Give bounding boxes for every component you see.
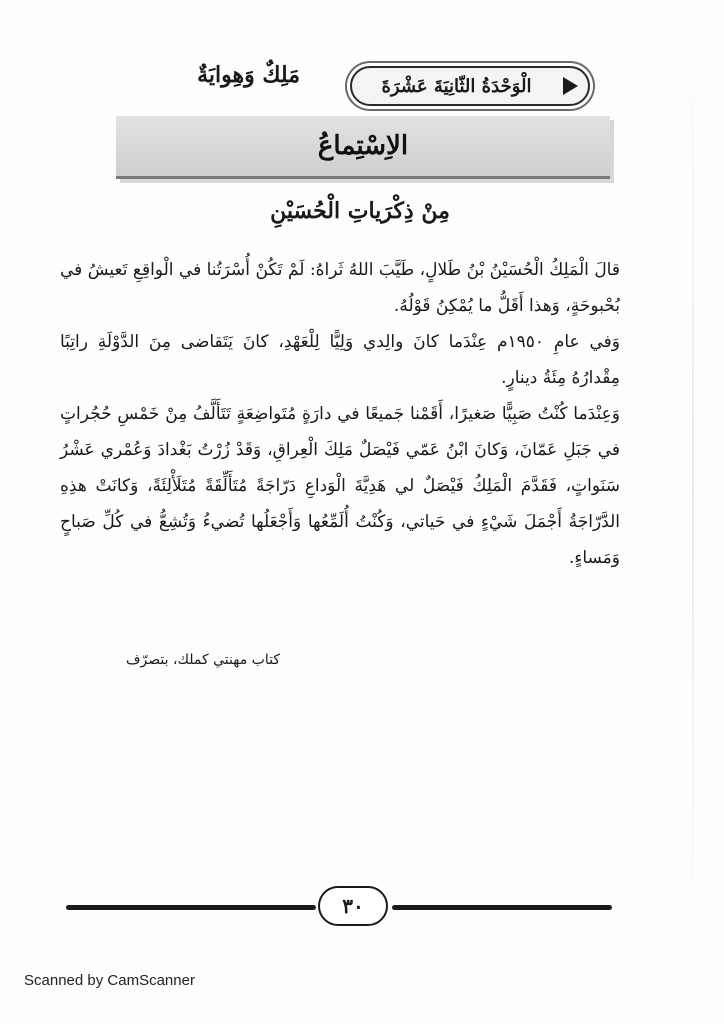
scanner-watermark: Scanned by CamScanner: [24, 972, 195, 989]
page-edge-shadow: [692, 40, 694, 940]
section-title: الاِسْتِماعُ: [317, 131, 409, 161]
theme-title: مَلِكٌ وَهِوايَةٌ: [197, 62, 300, 88]
story-title: مِنْ ذِكْرَياتِ الْحُسَيْنِ: [270, 198, 450, 224]
page-number: ٣٠: [318, 886, 388, 926]
section-banner: [116, 116, 610, 179]
footer-rule-right: [392, 905, 612, 910]
unit-badge: [350, 66, 590, 106]
source-citation: كتاب مهنتي كملك، بتصرّف: [126, 652, 280, 668]
footer-rule-left: [66, 905, 316, 910]
paragraph: قالَ الْمَلِكُ الْحُسَيْنُ بْنُ طَلالٍ، طَيَّبَ اللهُ ثَراهُ: لَمْ تَكُنْ أُسْرَتُنا في الْواقِعِ تَعيشُ في بُحْبوحَةٍ، وَهذا أَقَلُّ ما يُمْكِنُ قَوْلُهُ.: [60, 260, 620, 316]
paragraph: وَفي عامِ ١٩٥٠م عِنْدَما كانَ والِدي وَلِيًّا لِلْعَهْدِ، كانَ يَتَقاضى مِنَ الدَّوْلَةِ راتِبًا مِقْدارُهُ مِئَةُ دينارٍ.: [60, 332, 621, 388]
unit-label: الْوَحْدَةُ الثّانِيَةَ عَشْرَةَ: [381, 75, 532, 97]
story-body: [60, 252, 620, 576]
paragraph: وَعِنْدَما كُنْتُ صَبِيًّا صَغيرًا، أَقَمْنا جَميعًا في دارَةٍ مُتَواضِعَةٍ تَتَأَلَّفُ مِنْ خَمْسِ حُجُراتٍ في جَبَلِ عَمّانَ، وَكانَ ابْنُ عَمّي فَيْصَلٌ مَلِكَ الْعِراقِ، وَقَدْ زُرْتُ بَغْدادَ وَعُمْري عَشْرُ سَنَواتٍ، فَقَدَّمَ الْمَلِكُ فَيْصَلٌ لي هَدِيَّةَ الْوَداعِ دَرّاجَةً مُتَأَلِّقَةً مُتَلَأْلِئَةً، وَكانَتْ هذِهِ الدَّرّاجَةُ أَجْمَلَ شَيْءٍ في حَياتي، وَكُنْتُ أُلَمِّعُها وَأَجْعَلُها تُضيءُ وَتُشِعُّ في كُلِّ صَباحٍ وَمَساءٍ.: [60, 404, 620, 568]
play-arrow-icon: [563, 77, 578, 95]
